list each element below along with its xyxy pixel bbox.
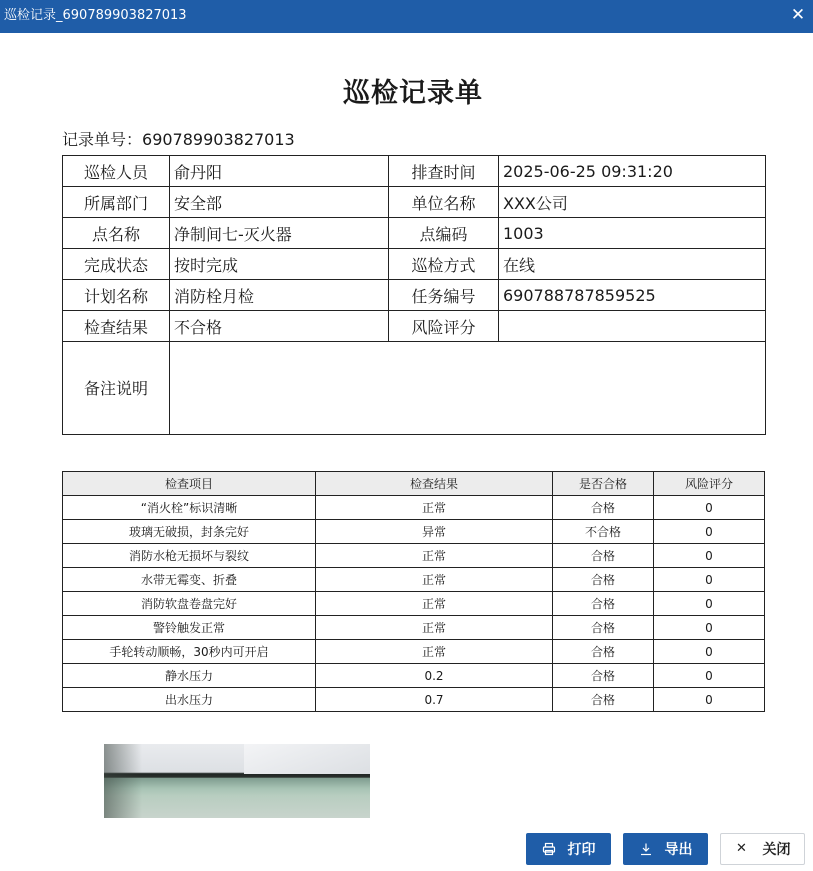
document-title: 巡检记录单 bbox=[343, 78, 483, 109]
item-name: 消防软盘卷盘完好 bbox=[63, 592, 316, 616]
table-row bbox=[63, 568, 765, 592]
risk-value bbox=[499, 311, 766, 342]
column-header: 检查结果 bbox=[316, 472, 553, 496]
check-time-label: 排查时间 bbox=[389, 156, 499, 187]
check-time-value: 2025-06-25 09:31:20 bbox=[499, 156, 766, 187]
inspector-label: 巡检人员 bbox=[63, 156, 170, 187]
table-row bbox=[63, 544, 765, 568]
record-number-value: 690789903827013 bbox=[142, 130, 295, 149]
item-risk: 0 bbox=[654, 688, 765, 712]
status-value: 按时完成 bbox=[170, 249, 389, 280]
window-close-icon[interactable]: ✕ bbox=[790, 5, 806, 25]
item-name: 出水压力 bbox=[63, 688, 316, 712]
item-result: 正常 bbox=[316, 496, 553, 520]
item-risk: 0 bbox=[654, 496, 765, 520]
plan-value: 消防栓月检 bbox=[170, 280, 389, 311]
export-button[interactable] bbox=[623, 833, 708, 865]
photo-shadow bbox=[104, 744, 142, 818]
inspector-value: 俞丹阳 bbox=[170, 156, 389, 187]
table-row bbox=[63, 688, 765, 712]
record-number bbox=[62, 130, 295, 150]
item-pass: 不合格 bbox=[553, 520, 654, 544]
print-button[interactable] bbox=[526, 833, 611, 865]
info-row bbox=[63, 342, 766, 435]
note-label: 备注说明 bbox=[63, 342, 170, 435]
info-row bbox=[63, 187, 766, 218]
item-risk: 0 bbox=[654, 664, 765, 688]
table-row bbox=[63, 640, 765, 664]
download-icon bbox=[639, 842, 653, 856]
department-value: 安全部 bbox=[170, 187, 389, 218]
table-row bbox=[63, 496, 765, 520]
item-pass: 合格 bbox=[553, 640, 654, 664]
printer-icon bbox=[542, 842, 556, 856]
item-name: 消防水枪无损坏与裂纹 bbox=[63, 544, 316, 568]
item-result: 正常 bbox=[316, 544, 553, 568]
item-name: 静水压力 bbox=[63, 664, 316, 688]
point-name-label: 点名称 bbox=[63, 218, 170, 249]
point-name-value: 净制间七-灭火器 bbox=[170, 218, 389, 249]
check-items-table bbox=[62, 471, 765, 712]
item-result: 0.7 bbox=[316, 688, 553, 712]
item-risk: 0 bbox=[654, 640, 765, 664]
result-label: 检查结果 bbox=[63, 311, 170, 342]
photo-ceiling-area bbox=[244, 744, 370, 774]
column-header: 风险评分 bbox=[654, 472, 765, 496]
item-pass: 合格 bbox=[553, 664, 654, 688]
item-name: “消火栓”标识清晰 bbox=[63, 496, 316, 520]
item-pass: 合格 bbox=[553, 688, 654, 712]
unit-label: 单位名称 bbox=[389, 187, 499, 218]
result-value: 不合格 bbox=[170, 311, 389, 342]
item-pass: 合格 bbox=[553, 544, 654, 568]
unit-value: XXX公司 bbox=[499, 187, 766, 218]
item-result: 正常 bbox=[316, 640, 553, 664]
close-label: 关闭 bbox=[762, 842, 791, 858]
window-title: 巡检记录_690789903827013 bbox=[4, 8, 187, 23]
export-label: 导出 bbox=[664, 842, 693, 858]
status-label: 完成状态 bbox=[63, 249, 170, 280]
close-icon: ✕ bbox=[736, 841, 747, 856]
info-row bbox=[63, 156, 766, 187]
method-label: 巡检方式 bbox=[389, 249, 499, 280]
column-header: 检查项目 bbox=[63, 472, 316, 496]
item-risk: 0 bbox=[654, 592, 765, 616]
info-row bbox=[63, 280, 766, 311]
item-result: 正常 bbox=[316, 568, 553, 592]
table-row bbox=[63, 592, 765, 616]
item-result: 正常 bbox=[316, 592, 553, 616]
item-pass: 合格 bbox=[553, 592, 654, 616]
item-result: 正常 bbox=[316, 616, 553, 640]
item-pass: 合格 bbox=[553, 568, 654, 592]
table-row bbox=[63, 616, 765, 640]
inspection-info-table bbox=[62, 155, 766, 435]
inspection-photo[interactable] bbox=[104, 744, 370, 818]
point-code-label: 点编码 bbox=[389, 218, 499, 249]
info-row bbox=[63, 218, 766, 249]
table-row bbox=[63, 520, 765, 544]
close-button[interactable] bbox=[720, 833, 805, 865]
task-value: 690788787859525 bbox=[499, 280, 766, 311]
item-name: 水带无霉变、折叠 bbox=[63, 568, 316, 592]
item-name: 手轮转动顺畅，30秒内可开启 bbox=[63, 640, 316, 664]
department-label: 所属部门 bbox=[63, 187, 170, 218]
method-value: 在线 bbox=[499, 249, 766, 280]
plan-label: 计划名称 bbox=[63, 280, 170, 311]
item-risk: 0 bbox=[654, 568, 765, 592]
item-risk: 0 bbox=[654, 544, 765, 568]
item-risk: 0 bbox=[654, 616, 765, 640]
item-pass: 合格 bbox=[553, 496, 654, 520]
item-pass: 合格 bbox=[553, 616, 654, 640]
item-risk: 0 bbox=[654, 520, 765, 544]
note-value bbox=[170, 342, 766, 435]
item-name: 警铃触发正常 bbox=[63, 616, 316, 640]
risk-label: 风险评分 bbox=[389, 311, 499, 342]
task-label: 任务编号 bbox=[389, 280, 499, 311]
item-result: 0.2 bbox=[316, 664, 553, 688]
column-header: 是否合格 bbox=[553, 472, 654, 496]
print-label: 打印 bbox=[567, 842, 596, 858]
window-titlebar bbox=[0, 0, 813, 33]
table-header-row bbox=[63, 472, 765, 496]
item-result: 异常 bbox=[316, 520, 553, 544]
point-code-value: 1003 bbox=[499, 218, 766, 249]
table-row bbox=[63, 664, 765, 688]
info-row bbox=[63, 249, 766, 280]
info-row bbox=[63, 311, 766, 342]
item-name: 玻璃无破损，封条完好 bbox=[63, 520, 316, 544]
record-number-label: 记录单号： bbox=[62, 130, 143, 149]
